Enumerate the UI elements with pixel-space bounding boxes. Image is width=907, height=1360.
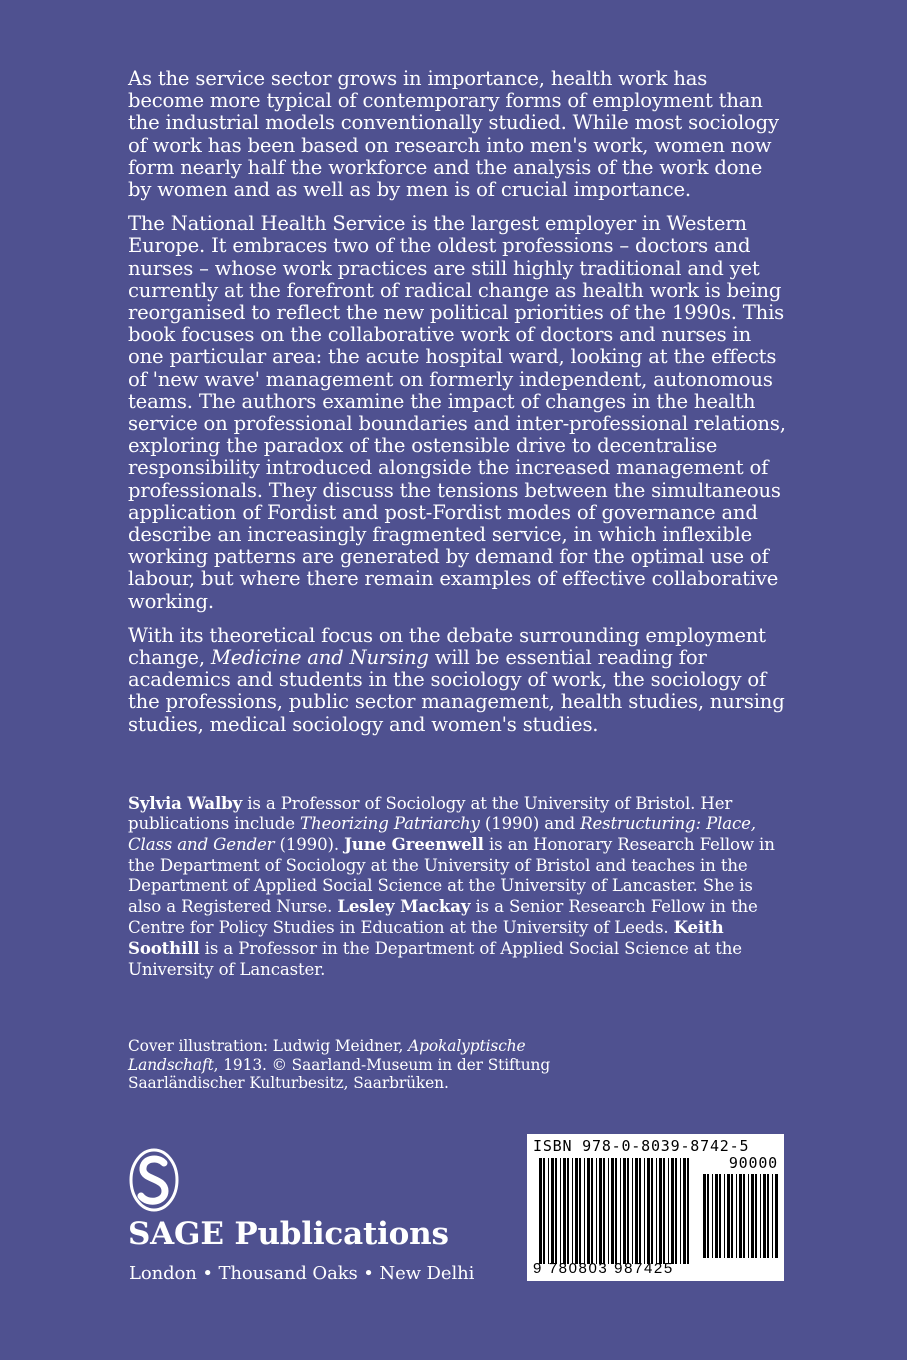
price-code: 90000 [728, 1154, 778, 1172]
author-name: Lesley Mackay [337, 896, 471, 917]
isbn-text: ISBN 978-0-8039-8742-5 [533, 1137, 750, 1155]
author-name: Sylvia Walby [128, 793, 243, 813]
blurb-paragraph-1: As the service sector grows in importance, health work has become more typical of contemporary forms of employment than the industrial models conventionally studied. While most sociology of work has been based on research into men's work, women now form nearly half the workforce and the analysis of the work done by women and as well as by men is of crucial importance. [128, 67, 779, 202]
publisher-name: SAGE Publications [128, 1216, 449, 1252]
blurb-p3-text-a: With its theoretical focus on the debate surrounding employment change, [128, 623, 766, 670]
ean-digits: 9 780803 987425 [533, 1260, 674, 1277]
bio-text: (1990) and [479, 814, 581, 834]
bio-text: is an Honorary Research Fellow in the Department of Sociology at the University of Bristol and teaches in the Department of Applied Social Science at the University of Lancaster. She is also a Registered Nurse. [128, 835, 775, 917]
credit-prefix: Cover illustration: Ludwig Meidner, [128, 1037, 409, 1055]
author-bios [128, 793, 788, 980]
bio-paragraph [128, 793, 788, 980]
author-name: Keith Soothill [128, 917, 724, 959]
blurb-p3-text-b: will be essential reading for academics and students in the sociology of work, the sociology of the professions, public sector management, health studies, nursing studies, medical sociology and women's studies. [128, 646, 785, 736]
cover-credit [128, 1037, 558, 1093]
artwork-title: Apokalyptische Landschaft [128, 1037, 526, 1074]
blurb-paragraph-2: The National Health Service is the largest employer in Western Europe. It embraces two of the oldest professions – doctors and nurses – whose work practices are still highly traditional and yet currently at the forefront of radical change as health work is being reorganised to reflect the new political priorities of the 1990s. This book focuses on the collaborative work of doctors and nurses in one particular area: the acute hospital ward, looking at the effects of 'new wave' management on formerly independent, autonomous teams. The authors examine the impact of changes in the health service on professional boundaries and inter-professional relations, exploring the paradox of the ostensible drive to decentralise responsibility introduced alongside the increased management of professionals. They discuss the tensions between the simultaneous application of Fordist and post-Fordist modes of governance and describe an increasingly fragmented service, in which inflexible working patterns are generated by demand for the optimal use of labour, but where there remain examples of effective collaborative working. [128, 212, 786, 613]
sage-logo-icon [128, 1148, 180, 1216]
blurb [128, 68, 788, 748]
bio-text: is a Professor in the Department of Applied Social Science at the University of Lancaster. [128, 939, 742, 979]
publisher-locations: London • Thousand Oaks • New Delhi [129, 1263, 475, 1284]
publication-title: Theorizing Patriarchy [300, 814, 480, 834]
bio-text: is a Professor of Sociology at the University of Bristol. Her publications include [128, 794, 733, 834]
bio-text: (1990). [274, 835, 345, 855]
barcode-bars [527, 1134, 784, 1281]
barcode [527, 1134, 784, 1281]
author-name: June Greenwell [344, 834, 484, 855]
bio-text: is a Senior Research Fellow in the Centre for Policy Studies in Education at the University of Leeds. [128, 897, 758, 938]
book-title: Medicine and Nursing [210, 646, 429, 670]
credit-text [128, 1037, 558, 1093]
credit-suffix: , 1913. © Saarland-Museum in der Stiftung Saarländischer Kulturbesitz, Saarbrüken. [128, 1055, 551, 1093]
blurb-paragraph-3 [128, 625, 788, 736]
publication-title: Restructuring: Place, Class and Gender [128, 814, 756, 855]
